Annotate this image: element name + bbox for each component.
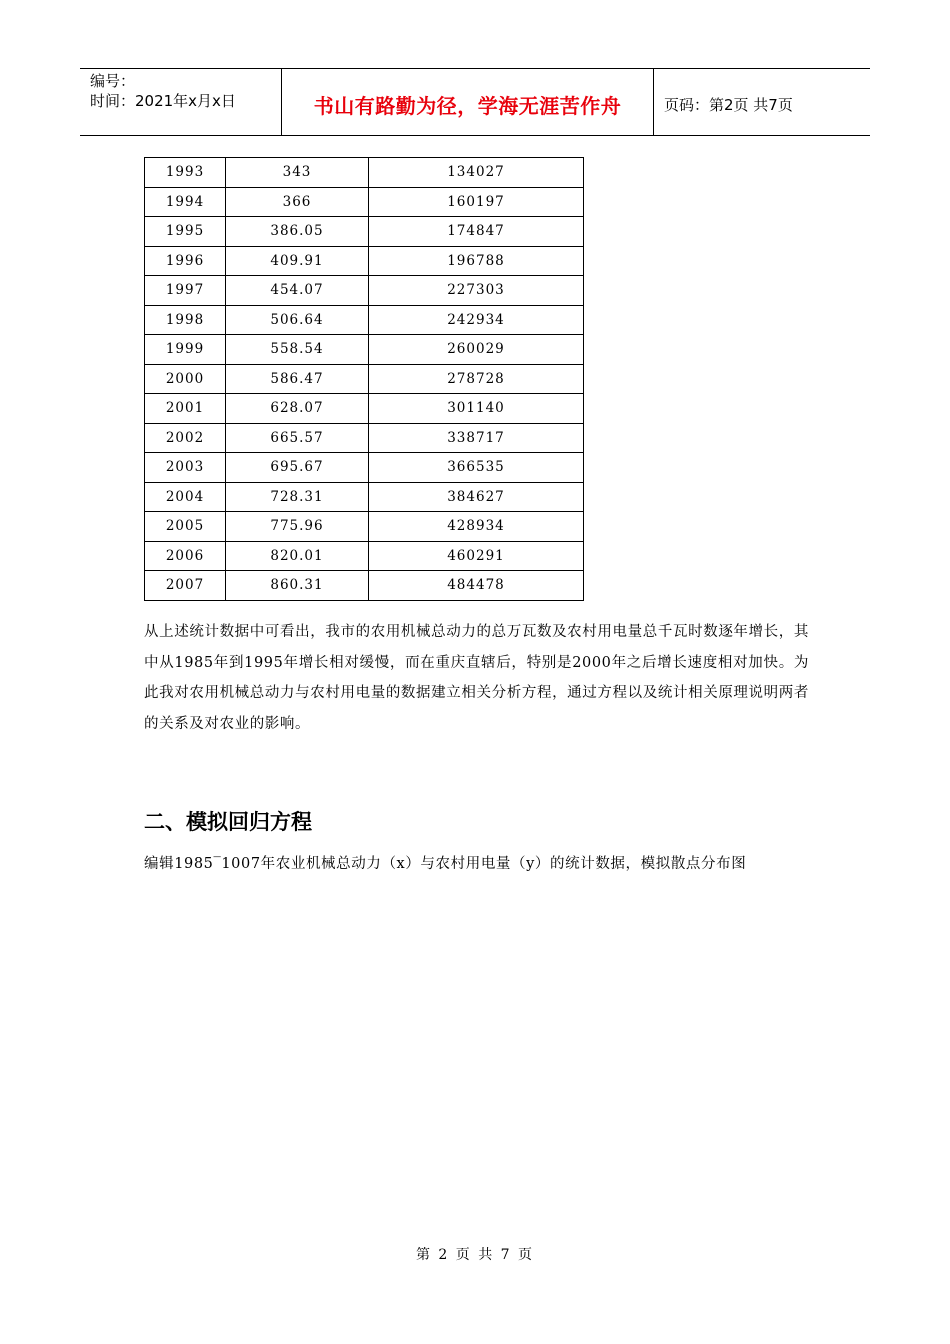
machinery-power-cell: 586.47 <box>226 364 369 394</box>
document-header <box>80 68 870 136</box>
year-cell: 1998 <box>145 305 226 335</box>
machinery-power-cell: 386.05 <box>226 217 369 247</box>
time-label: 时间：2021年x月x日 <box>90 92 236 110</box>
electricity-cell: 366535 <box>369 453 584 483</box>
section-text: 编辑1985‾1007年农业机械总动力（x）与农村用电量（y）的统计数据，模拟散点分布图 <box>144 856 747 872</box>
table-row <box>145 158 584 188</box>
electricity-cell: 134027 <box>369 158 584 188</box>
machinery-power-cell: 409.91 <box>226 246 369 276</box>
machinery-power-cell: 775.96 <box>226 512 369 542</box>
machinery-power-cell: 728.31 <box>226 482 369 512</box>
electricity-cell: 227303 <box>369 276 584 306</box>
year-cell: 1993 <box>145 158 226 188</box>
electricity-cell: 196788 <box>369 246 584 276</box>
year-cell: 2001 <box>145 394 226 424</box>
electricity-cell: 174847 <box>369 217 584 247</box>
electricity-cell: 338717 <box>369 423 584 453</box>
year-cell: 1997 <box>145 276 226 306</box>
electricity-cell: 301140 <box>369 394 584 424</box>
machinery-power-cell: 665.57 <box>226 423 369 453</box>
year-cell: 2003 <box>145 453 226 483</box>
machinery-power-cell: 558.54 <box>226 335 369 365</box>
section-title: 二、模拟回归方程 <box>144 810 312 834</box>
code-label: 编号： <box>90 72 136 90</box>
table-row <box>145 541 584 571</box>
table-row <box>145 335 584 365</box>
electricity-cell: 384627 <box>369 482 584 512</box>
year-cell: 2005 <box>145 512 226 542</box>
table-row <box>145 423 584 453</box>
machinery-power-cell: 820.01 <box>226 541 369 571</box>
year-cell: 2000 <box>145 364 226 394</box>
table-row <box>145 482 584 512</box>
table-row <box>145 276 584 306</box>
header-page-info: 页码：第2页 共7页 <box>664 95 793 114</box>
electricity-cell: 460291 <box>369 541 584 571</box>
machinery-power-cell: 628.07 <box>226 394 369 424</box>
table-row <box>145 246 584 276</box>
year-cell: 1996 <box>145 246 226 276</box>
electricity-cell: 484478 <box>369 571 584 601</box>
year-cell: 2002 <box>145 423 226 453</box>
electricity-cell: 260029 <box>369 335 584 365</box>
header-meta <box>80 69 282 135</box>
statistics-table-body <box>145 158 584 601</box>
year-cell: 2004 <box>145 482 226 512</box>
table-row <box>145 394 584 424</box>
page-footer: 第 2 页 共 7 页 <box>415 1247 535 1263</box>
table-row <box>145 571 584 601</box>
machinery-power-cell: 860.31 <box>226 571 369 601</box>
electricity-cell: 428934 <box>369 512 584 542</box>
table-row <box>145 187 584 217</box>
table-row <box>145 217 584 247</box>
year-cell: 1999 <box>145 335 226 365</box>
electricity-cell: 278728 <box>369 364 584 394</box>
statistics-table <box>144 157 584 601</box>
machinery-power-cell: 695.67 <box>226 453 369 483</box>
year-cell: 2007 <box>145 571 226 601</box>
year-cell: 2006 <box>145 541 226 571</box>
analysis-paragraph: 从上述统计数据中可看出，我市的农用机械总动力的总万瓦数及农村用电量总千瓦时数逐年增长，其中从1985年到1995年增长相对缓慢，而在重庆直辖后，特别是2000年之后增长速度相对加快。为此我对农用机械总动力与农村用电量的数据建立相关分析方程，通过方程以及统计相关原理说明两者的关系及对农业的影响。 <box>144 624 809 732</box>
machinery-power-cell: 506.64 <box>226 305 369 335</box>
machinery-power-cell: 343 <box>226 158 369 188</box>
table-row <box>145 305 584 335</box>
table-row <box>145 364 584 394</box>
electricity-cell: 242934 <box>369 305 584 335</box>
year-cell: 1994 <box>145 187 226 217</box>
machinery-power-cell: 454.07 <box>226 276 369 306</box>
table-row <box>145 453 584 483</box>
year-cell: 1995 <box>145 217 226 247</box>
header-motto: 书山有路勤为径，学海无涯苦作舟 <box>282 69 654 135</box>
machinery-power-cell: 366 <box>226 187 369 217</box>
electricity-cell: 160197 <box>369 187 584 217</box>
table-row <box>145 512 584 542</box>
